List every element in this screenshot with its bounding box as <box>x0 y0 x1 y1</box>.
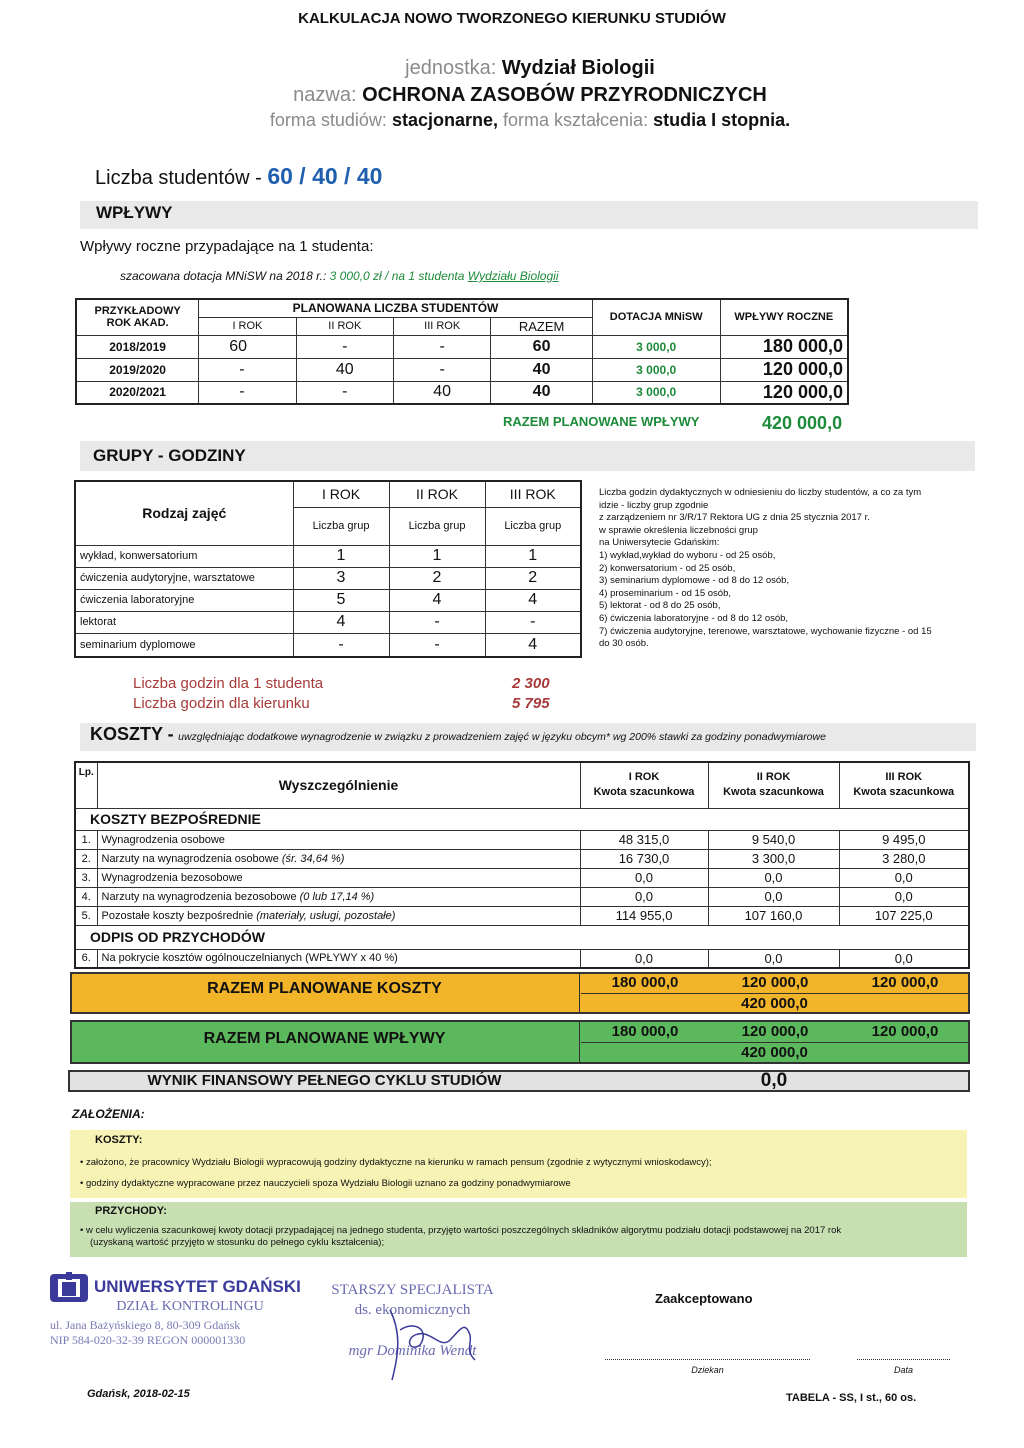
table-row <box>75 830 969 849</box>
costs-table <box>74 761 970 969</box>
form-value: stacjonarne, <box>391 110 498 130</box>
groups-hdr-y1: I ROK <box>293 481 389 507</box>
note-line: na Uniwersytecie Gdańskim: <box>599 537 720 549</box>
groups-title: GRUPY - GODZINY <box>93 446 246 465</box>
cost-y1: 114 955,0 <box>580 906 708 925</box>
cost-name: Na pokrycie kosztów ogólnouczelnianych (WPŁYWY x 40 %) <box>97 949 580 968</box>
row-y3: 40 <box>393 381 490 404</box>
cost-y1: 16 730,0 <box>580 849 708 868</box>
students-label: Liczba studentów - <box>95 167 262 189</box>
cost-name-text: Pozostałe koszty bezpośrednie <box>101 909 254 922</box>
groups-row-y2: - <box>389 611 485 633</box>
row-y1: - <box>199 381 296 404</box>
cost-y1: 0,0 <box>580 949 708 968</box>
costs-hdr-desc: Wyszczególnienie <box>97 762 580 808</box>
costs-deduction-title: ODPIS OD PRZYCHODÓW <box>75 925 580 949</box>
total-income-y2: 120 000,0 <box>741 1023 809 1040</box>
groups-sub-y1: Liczba grup <box>293 507 389 545</box>
costs-hdr-y2-amount: Kwota szacunkowa <box>723 786 824 799</box>
groups-row-name: wykład, konwersatorium <box>75 545 293 567</box>
hdr-y2: II ROK <box>296 317 393 335</box>
note-line: 7) ćwiczenia audytoryjne, terenowe, warsztatowe, wychowanie fizyczne - od 15 <box>599 625 932 637</box>
cost-name-text: Wynagrodzenia bezosobowe <box>101 871 243 884</box>
hdr-y3: III ROK <box>393 317 490 335</box>
total-income-y3: 120 000,0 <box>871 1023 939 1040</box>
row-income: 120 000,0 <box>720 358 848 381</box>
name-line <box>0 84 1024 107</box>
date-line <box>857 1359 950 1360</box>
cost-y2: 3 300,0 <box>708 849 839 868</box>
cost-y3: 0,0 <box>839 868 969 887</box>
hours-student-label: Liczba godzin dla 1 studenta <box>133 675 324 692</box>
row-y2: - <box>296 381 393 404</box>
assumption-text: założono, że pracownicy Wydziału Biologii wypracowują godziny dydaktyczne na kierunku w ramach pensum (zgodnie z wytycznymi wnioskodawcy); <box>85 1157 712 1168</box>
row-year: 2018/2019 <box>76 335 199 358</box>
row-y2: - <box>296 335 393 358</box>
total-costs-y3: 120 000,0 <box>871 974 939 991</box>
groups-row-y3: - <box>485 611 581 633</box>
cost-y3: 107 225,0 <box>839 906 969 925</box>
cost-name <box>97 887 580 906</box>
costs-direct-title: KOSZTY BEZPOŚREDNIE <box>75 808 580 830</box>
signature-icon <box>370 1290 490 1390</box>
assumption-item: • godziny dydaktyczne wypracowane przez nauczycieli spoza Wydziału Biologii uznano za godziny ponadwymiarowe <box>80 1178 571 1189</box>
divider <box>579 1020 580 1064</box>
table-row <box>75 868 969 887</box>
row-y3: - <box>393 335 490 358</box>
row-sum: 40 <box>491 381 592 404</box>
costs-hdr-y3-label: III ROK <box>885 771 923 784</box>
groups-row-y3: 2 <box>485 567 581 589</box>
cost-y1: 48 315,0 <box>580 830 708 849</box>
groups-hdr-y2: II ROK <box>389 481 485 507</box>
cost-no: 2. <box>75 849 97 868</box>
cost-no: 4. <box>75 887 97 906</box>
table-row <box>75 887 969 906</box>
total-costs-label: RAZEM PLANOWANE KOSZTY <box>207 980 442 997</box>
income-title: WPŁYWY <box>96 203 173 222</box>
groups-row-y2: - <box>389 633 485 657</box>
costs-title-line <box>90 724 826 745</box>
cost-y3: 3 280,0 <box>839 849 969 868</box>
assumption-item: • założono, że pracownicy Wydziału Biologii wypracowują godziny dydaktyczne na kierunku w ramach pensum (zgodnie z wytycznymi wnioskodawcy); <box>80 1157 712 1168</box>
name-label: nazwa: <box>293 84 357 106</box>
total-costs-sum: 420 000,0 <box>741 995 808 1012</box>
cost-y2: 107 160,0 <box>708 906 839 925</box>
costs-hdr-y3 <box>839 762 969 808</box>
total-costs-y2: 120 000,0 <box>741 974 809 991</box>
costs-deduction-spacer <box>580 925 969 949</box>
cost-name-text: Narzuty na wynagrodzenia osobowe <box>101 852 279 865</box>
assumption-item: • w celu wyliczenia szacunkowej kwoty dotacji przypadającej na jednego studenta, przyjęto wartości poszczególnych składników algorytmu podziału dotacji podstawowej na 2017 rok (uzyskaną wartość przyjęto w stosunku do pełnego cyklu kształcenia); <box>80 1225 842 1248</box>
assumptions-income-title: PRZYCHODY: <box>95 1205 167 1217</box>
cost-y1: 0,0 <box>580 868 708 887</box>
total-income-y1: 180 000,0 <box>611 1023 679 1040</box>
cost-no: 5. <box>75 906 97 925</box>
income-subtitle: Wpływy roczne przypadające na 1 studenta: <box>80 238 374 255</box>
dean-label: Dziekan <box>691 1365 724 1375</box>
cost-name-text: Wynagrodzenia osobowe <box>101 833 225 846</box>
income-total-label: RAZEM PLANOWANE WPŁYWY <box>503 414 700 429</box>
groups-hdr-y3: III ROK <box>485 481 581 507</box>
total-costs-y1: 180 000,0 <box>611 974 679 991</box>
income-note-prefix: szacowana dotacja MNiSW na 2018 r.: <box>120 269 327 283</box>
stamp-university: UNIWERSYTET GDAŃSKI <box>94 1277 301 1296</box>
groups-row-name: lektorat <box>75 611 293 633</box>
hdr-income: WPŁYWY ROCZNE <box>720 299 848 335</box>
university-logo-icon <box>48 1270 90 1304</box>
assumption-text: (uzyskaną wartość przyjęto w stosunku do pełnego cyklu kształcenia); <box>90 1237 385 1248</box>
note-line: w sprawie określenia liczebności grup <box>599 524 758 536</box>
costs-hdr-y2 <box>708 762 839 808</box>
hdr-grant: DOTACJA MNiSW <box>592 299 720 335</box>
groups-row-y2: 2 <box>389 567 485 589</box>
groups-row-y1: 5 <box>293 589 389 611</box>
row-y2: 40 <box>296 358 393 381</box>
groups-sub-y3: Liczba grup <box>485 507 581 545</box>
cost-no: 3. <box>75 868 97 887</box>
costs-hdr-y3-amount: Kwota szacunkowa <box>853 786 955 799</box>
cost-name-note: (0 lub 17,14 %) <box>299 890 375 903</box>
cost-no: 6. <box>75 949 97 968</box>
total-income-label: RAZEM PLANOWANE WPŁYWY <box>203 1030 446 1047</box>
note-line: Liczba godzin dydaktycznych w odniesieniu do liczby studentów, a co za tym <box>599 487 922 498</box>
result-label: WYNIK FINANSOWY PEŁNEGO CYKLU STUDIÓW <box>147 1072 502 1089</box>
table-row <box>75 611 581 633</box>
note-line: do 30 osób. <box>599 638 649 650</box>
groups-row-y1: 1 <box>293 545 389 567</box>
table-row <box>75 949 969 968</box>
assumption-text: godziny dydaktyczne wypracowane przez nauczycieli spoza Wydziału Biologii uznano za godziny ponadwymiarowe <box>85 1178 571 1189</box>
row-y1: 60 <box>199 335 296 358</box>
assumptions-title: ZAŁOŻENIA: <box>72 1107 145 1121</box>
table-row <box>76 335 848 358</box>
table-row <box>76 358 848 381</box>
groups-row-y1: - <box>293 633 389 657</box>
cost-y3: 0,0 <box>839 887 969 906</box>
note-line: 2) konwersatorium - od 25 osób, <box>599 562 736 574</box>
costs-hdr-y1-amount: Kwota szacunkowa <box>593 786 695 799</box>
date-label: Data <box>893 1365 913 1375</box>
table-id: TABELA - SS, I st., 60 os. <box>786 1392 917 1404</box>
costs-title: KOSZTY - <box>90 724 174 744</box>
groups-notes <box>599 487 979 651</box>
hours-student-value: 2 300 <box>512 675 550 692</box>
groups-row-y2: 4 <box>389 589 485 611</box>
divider <box>581 993 968 994</box>
groups-table <box>74 480 582 658</box>
cost-name-note: (materiały, usługi, pozostałe) <box>256 909 396 922</box>
row-y3: - <box>393 358 490 381</box>
groups-row-y3: 4 <box>485 633 581 657</box>
hdr-sum: RAZEM <box>491 317 592 335</box>
hours-course-label: Liczba godzin dla kierunku <box>133 695 310 712</box>
cost-name <box>97 906 580 925</box>
groups-row-name: ćwiczenia laboratoryjne <box>75 589 293 611</box>
groups-row-y2: 1 <box>389 545 485 567</box>
table-row <box>75 906 969 925</box>
accepted-label: Zaakceptowano <box>655 1291 753 1306</box>
cost-name-note: (śr. 34,64 %) <box>281 852 345 865</box>
note-line: idzie - liczby grup zgodnie <box>599 499 709 511</box>
cost-no: 1. <box>75 830 97 849</box>
costs-hdr-lp: Lp. <box>75 762 97 808</box>
groups-row-y1: 4 <box>293 611 389 633</box>
row-grant: 3 000,0 <box>592 358 720 381</box>
income-note-value: 3 000,0 zł / na 1 studenta <box>329 269 465 283</box>
stamp-dept: DZIAŁ KONTROLINGU <box>116 1299 264 1314</box>
row-year: 2020/2021 <box>76 381 199 404</box>
cost-name-text: Narzuty na wynagrodzenia bezosobowe <box>101 890 297 903</box>
form-label: forma studiów: <box>269 110 387 130</box>
hdr-year: PRZYKŁADOWY ROK AKAD. <box>76 299 199 335</box>
income-total-value: 420 000,0 <box>762 413 843 433</box>
cost-name <box>97 830 580 849</box>
cost-y2: 9 540,0 <box>708 830 839 849</box>
table-row <box>75 849 969 868</box>
row-sum: 40 <box>491 358 592 381</box>
hdr-planned: PLANOWANA LICZBA STUDENTÓW <box>199 299 593 317</box>
dean-line <box>605 1359 810 1360</box>
table-row <box>76 381 848 404</box>
note-line: 3) seminarium dyplomowe - od 8 do 12 osób, <box>599 575 790 587</box>
cost-y3: 9 495,0 <box>839 830 969 849</box>
groups-row-name: ćwiczenia audytoryjne, warsztatowe <box>75 567 293 589</box>
groups-type-header: Rodzaj zajęć <box>75 481 293 545</box>
note-line: 4) proseminarium - od 15 osób, <box>599 587 732 599</box>
costs-hdr-y1 <box>580 762 708 808</box>
table-row <box>75 633 581 657</box>
unit-line <box>0 57 1024 80</box>
stamp2-subtitle: ds. ekonomicznych <box>354 1302 471 1318</box>
income-title-bar <box>80 201 978 229</box>
groups-row-y3: 1 <box>485 545 581 567</box>
result-value: 0,0 <box>760 1070 788 1091</box>
total-income-sum: 420 000,0 <box>741 1044 808 1061</box>
table-row <box>75 589 581 611</box>
note-line: 1) wykład,wykład do wyboru - od 25 osób, <box>599 549 776 561</box>
income-note-link: Wydziału Biologii <box>467 269 559 283</box>
edu-value: studia I stopnia. <box>653 110 791 130</box>
assumption-text: w celu wyliczenia szacunkowej kwoty dotacji przypadającej na jednego studenta, przyjęto wartości poszczególnych składników algorytmu podziału dotacji podstawowej na 2017 rok <box>85 1225 842 1236</box>
cost-y1: 0,0 <box>580 887 708 906</box>
cost-y2: 0,0 <box>708 949 839 968</box>
groups-row-y1: 3 <box>293 567 389 589</box>
row-income: 120 000,0 <box>720 381 848 404</box>
groups-row-name: seminarium dyplomowe <box>75 633 293 657</box>
row-year: 2019/2020 <box>76 358 199 381</box>
hours-course-value: 5 795 <box>512 695 550 712</box>
costs-hdr-y1-label: I ROK <box>628 771 660 784</box>
table-row <box>75 567 581 589</box>
income-table <box>75 298 849 405</box>
assumptions-costs-title: KOSZTY: <box>95 1134 143 1146</box>
note-line: z zarządzeniem nr 3/R/17 Rektora UG z dnia 25 stycznia 2017 r. <box>599 512 870 524</box>
table-row <box>75 545 581 567</box>
cost-y2: 0,0 <box>708 887 839 906</box>
edu-label: forma kształcenia: <box>503 110 649 130</box>
unit-value: Wydział Biologii <box>501 57 655 79</box>
stamp2-name: mgr Dominika Wendt <box>348 1343 477 1359</box>
costs-subtitle: uwzględniając dodatkowe wynagrodzenie w związku z prowadzeniem zajęć w języku obcym* wg 200% stawki za godziny ponadwymiarowe <box>178 731 826 743</box>
note-line: 5) lektorat - od 8 do 25 osób, <box>599 600 721 612</box>
students-line <box>95 163 382 190</box>
costs-hdr-y2-label: II ROK <box>756 771 791 784</box>
row-sum: 60 <box>491 335 592 358</box>
divider <box>581 1042 968 1043</box>
cost-y2: 0,0 <box>708 868 839 887</box>
groups-sub-y2: Liczba grup <box>389 507 485 545</box>
cost-y3: 0,0 <box>839 949 969 968</box>
groups-row-y3: 4 <box>485 589 581 611</box>
costs-direct-spacer <box>580 808 969 830</box>
row-grant: 3 000,0 <box>592 335 720 358</box>
income-note <box>120 269 558 283</box>
unit-label: jednostka: <box>405 57 497 79</box>
stamp2-title: STARSZY SPECJALISTA <box>331 1282 494 1298</box>
name-value: OCHRONA ZASOBÓW PRZYRODNICZYCH <box>362 84 767 106</box>
document-title: KALKULACJA NOWO TWORZONEGO KIERUNKU STUDIÓW <box>298 10 726 27</box>
students-value: 60 / 40 / 40 <box>267 163 383 189</box>
row-y1: - <box>199 358 296 381</box>
row-income: 180 000,0 <box>720 335 848 358</box>
hdr-y1: I ROK <box>199 317 296 335</box>
cost-name <box>97 868 580 887</box>
cost-name <box>97 849 580 868</box>
divider <box>579 972 580 1014</box>
stamp-address: ul. Jana Bażyńskiego 8, 80-309 Gdańsk <box>50 1318 241 1332</box>
note-line: 6) ćwiczenia laboratoryjne - od 8 do 12 osób, <box>599 612 789 624</box>
row-grant: 3 000,0 <box>592 381 720 404</box>
place-date: Gdańsk, 2018-02-15 <box>87 1388 190 1400</box>
form-line <box>0 110 1024 131</box>
stamp-nip: NIP 584-020-32-39 REGON 000001330 <box>50 1333 246 1347</box>
